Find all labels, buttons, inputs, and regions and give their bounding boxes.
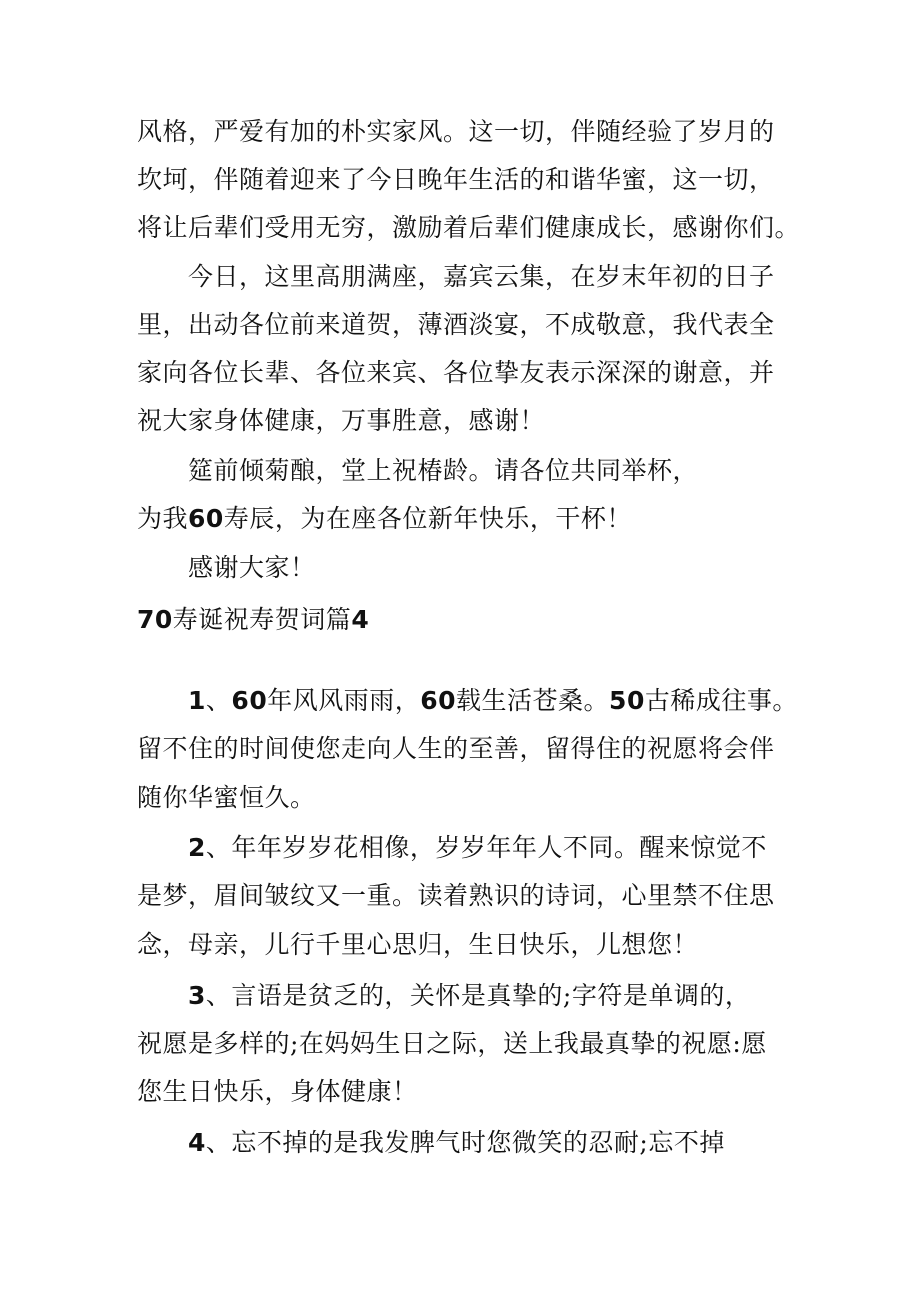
number-run: 60 — [188, 504, 224, 533]
text-run: 、忘不掉的是我发脾气时您微笑的忍耐;忘不掉 — [205, 1128, 725, 1157]
item-number: 4 — [188, 1128, 206, 1157]
paragraph-line: 里，出动各位前来道贺，薄酒淡宴，不成敬意，我代表全 — [137, 310, 775, 339]
item-number: 3 — [188, 981, 206, 1010]
text-run: 、 — [205, 686, 232, 715]
heading-text: 寿诞祝寿贺词篇 — [172, 605, 352, 634]
number-run: 50 — [609, 686, 645, 715]
paragraph-line — [137, 503, 632, 535]
list-item-line: 随你华蜜恒久。 — [137, 783, 316, 812]
number-run: 60 — [231, 686, 268, 715]
text-run: 古稀成往事。 — [644, 686, 798, 715]
text-run: 、言语是贫乏的，关怀是真挚的;字符是单调的， — [205, 981, 751, 1010]
heading-index: 4 — [351, 605, 370, 634]
heading-number: 70 — [137, 605, 173, 634]
list-item-line — [188, 980, 750, 1012]
text-run: 、年年岁岁花相像，岁岁年年人不同。醒来惊觉不 — [205, 833, 767, 862]
paragraph-line: 今日，这里高朋满座，嘉宾云集，在岁末年初的日子 — [188, 262, 775, 291]
list-item-line: 留不住的时间使您走向人生的至善，留得住的祝愿将会伴 — [137, 734, 775, 763]
paragraph-line: 家向各位长辈、各位来宾、各位挚友表示深深的谢意，并 — [137, 358, 775, 387]
list-item-line — [188, 1127, 725, 1159]
list-item-line: 您生日快乐，身体健康！ — [137, 1077, 418, 1106]
paragraph-line: 将让后辈们受用无穷，激励着后辈们健康成长，感谢你们。 — [137, 213, 801, 242]
text-run: 载生活苍桑。 — [456, 686, 610, 715]
paragraph-line: 坎坷，伴随着迎来了今日晚年生活的和谐华蜜，这一切， — [137, 165, 775, 194]
paragraph-line: 筵前倾菊酿，堂上祝椿龄。请各位共同举杯， — [188, 456, 699, 485]
list-item-line — [188, 832, 767, 864]
paragraph-line: 风格，严爱有加的朴实家风。这一切，伴随经验了岁月的 — [137, 117, 775, 146]
text-run: 年风风雨雨， — [267, 686, 421, 715]
list-item-line: 念，母亲，儿行千里心思归，生日快乐，儿想您！ — [137, 930, 699, 959]
list-item-line: 祝愿是多样的;在妈妈生日之际，送上我最真挚的祝愿:愿 — [137, 1029, 767, 1058]
item-number: 2 — [188, 833, 206, 862]
list-item-line — [188, 685, 798, 717]
list-item-line: 是梦，眉间皱纹又一重。读着熟识的诗词，心里禁不住思 — [137, 881, 775, 910]
text-run: 为我 — [137, 504, 189, 533]
number-run: 60 — [420, 686, 457, 715]
paragraph-line: 感谢大家！ — [188, 553, 316, 582]
paragraph-line: 祝大家身体健康，万事胜意，感谢！ — [137, 406, 546, 435]
text-run: 寿辰，为在座各位新年快乐，干杯！ — [223, 504, 632, 533]
section-heading — [137, 604, 369, 636]
item-number: 1 — [188, 686, 206, 715]
